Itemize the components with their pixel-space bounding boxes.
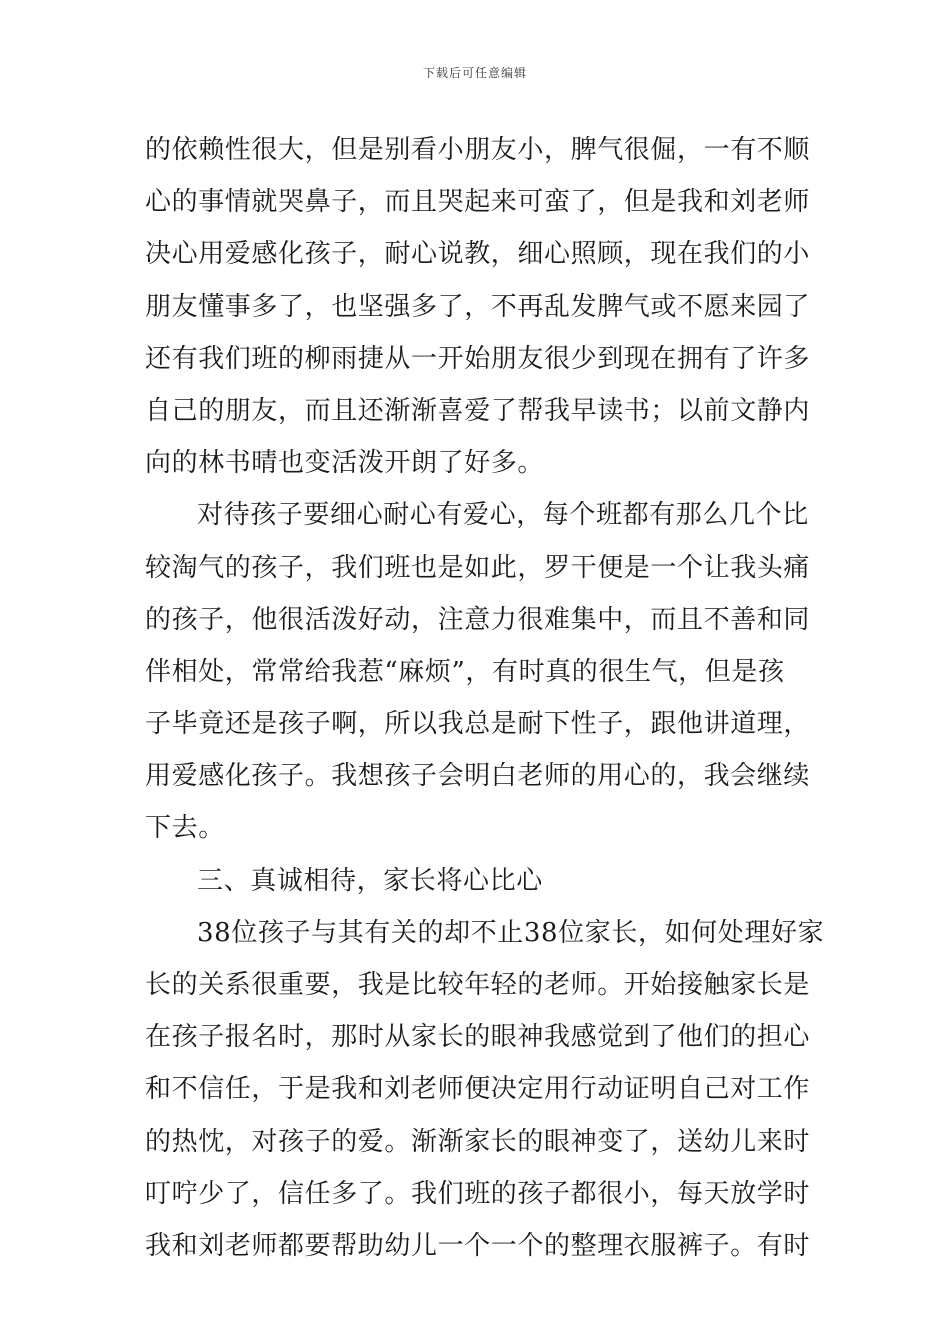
- text-line: 的依赖性很大，但是别看小朋友小，脾气很倔，一有不顺: [145, 135, 811, 165]
- text-line: 下去。: [145, 813, 225, 844]
- text-line: 还有我们班的柳雨捷从一开始朋友很少到现在拥有了许多: [145, 343, 811, 374]
- text-line: 在孩子报名时，那时从家长的眼神我感觉到了他们的担心: [145, 1022, 811, 1053]
- paragraph-start-line: 对待孩子要细心耐心有爱心，每个班都有那么几个比: [197, 500, 809, 531]
- text-line: 叮咛少了，信任多了。我们班的孩子都很小，每天放学时: [145, 1178, 811, 1209]
- text-line: 心的事情就哭鼻子，而且哭起来可蛮了，但是我和刘老师: [145, 187, 811, 218]
- text-line: 用爱感化孩子。我想孩子会明白老师的用心的，我会继续: [145, 761, 811, 792]
- text-line: 伴相处，常常给我惹“麻烦”，有时真的很生气，但是孩: [145, 656, 785, 687]
- text-line: 的热忱，对孩子的爱。渐渐家长的眼神变了，送幼儿来时: [145, 1126, 811, 1157]
- text-line: 的孩子，他很活泼好动，注意力很难集中，而且不善和同: [145, 604, 811, 635]
- text-line: 自己的朋友，而且还渐渐喜爱了帮我早读书；以前文静内: [145, 395, 811, 426]
- text-line: 朋友懂事多了，也坚强多了，不再乱发脾气或不愿来园了: [145, 291, 811, 322]
- section-heading: 三、真诚相待，家长将心比心: [197, 865, 543, 896]
- text-line: 较淘气的孩子，我们班也是如此，罗干便是一个让我头痛: [145, 552, 811, 583]
- text-line: 长的关系很重要，我是比较年轻的老师。开始接触家长是: [145, 970, 811, 1000]
- text-line: 我和刘老师都要帮助幼儿一个一个的整理衣服裤子。有时: [145, 1230, 811, 1261]
- text-line: 向的林书晴也变活泼开朗了好多。: [145, 448, 545, 479]
- document-body: [145, 124, 825, 1272]
- paragraph-start-line: 38位孩子与其有关的却不止38位家长，如何处理好家: [197, 917, 825, 948]
- text-line: 决心用爱感化孩子，耐心说教，细心照顾，现在我们的小: [145, 239, 811, 270]
- text-line: 和不信任，于是我和刘老师便决定用行动证明自己对工作: [145, 1074, 811, 1105]
- page-header: 下载后可任意编辑: [422, 66, 527, 80]
- text-line: 子毕竟还是孩子啊，所以我总是耐下性子，跟他讲道理，: [145, 709, 811, 740]
